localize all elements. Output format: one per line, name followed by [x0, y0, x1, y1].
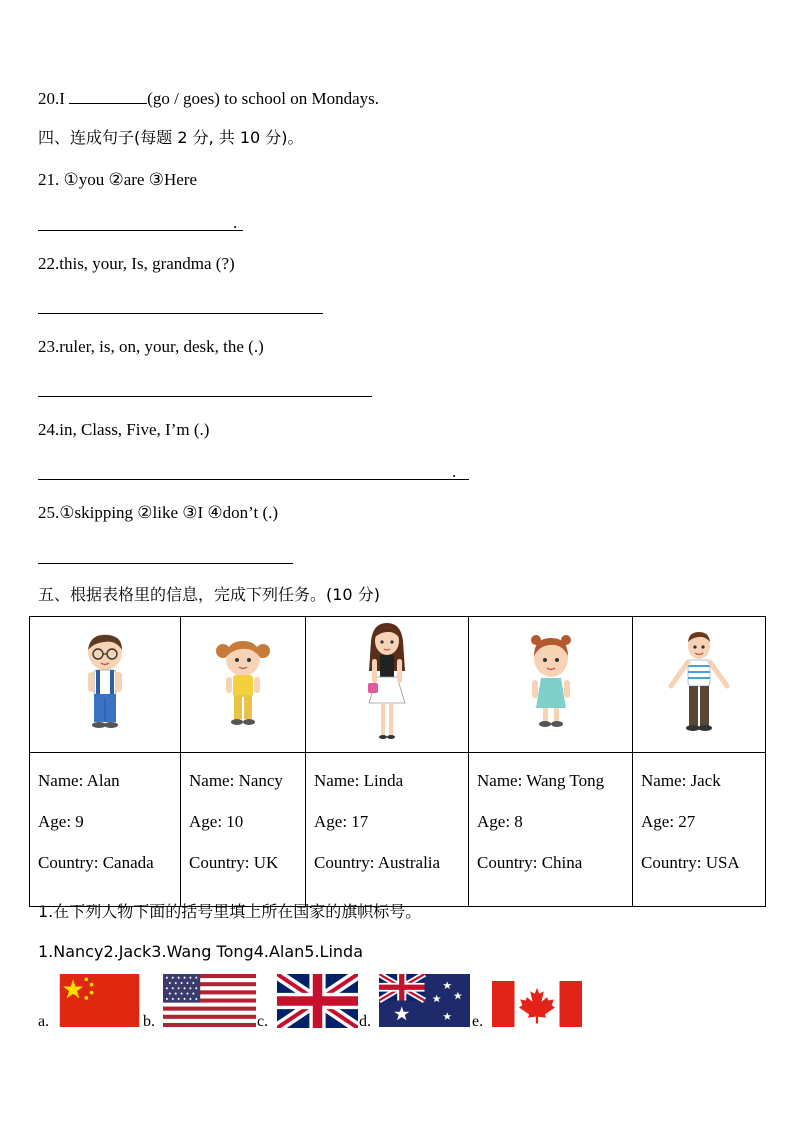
flag-label-d: d. — [359, 1013, 371, 1030]
question-24: 24.in, Class, Five, I’m (.) — [38, 420, 210, 439]
flag-label-b: b. — [143, 1013, 155, 1030]
section-5-title: 五、根据表格里的信息，完成下列任务。(10 分) — [38, 585, 380, 604]
answer-blank[interactable] — [69, 87, 147, 104]
question-21: 21. ①you ②are ③Here — [38, 170, 198, 189]
info-cell-jack — [633, 753, 766, 907]
person-age: Age: 8 — [477, 812, 523, 831]
figures-row — [30, 617, 766, 753]
australia-flag-icon — [379, 974, 470, 1027]
period-24: . — [452, 462, 457, 481]
boy-with-glasses-figure — [80, 632, 130, 732]
period-21: . — [233, 213, 238, 232]
figure-cell-linda — [306, 617, 469, 753]
person-country: Country: USA — [641, 853, 740, 872]
figure-cell-alan — [30, 617, 181, 753]
china-flag-icon — [58, 974, 141, 1027]
question-25: 25.①skipping ②like ③I ④don’t (.) — [38, 503, 279, 522]
person-age: Age: 17 — [314, 812, 369, 831]
question-20-text: (go / goes) to school on Mondays. — [147, 89, 380, 108]
person-country: Country: UK — [189, 853, 279, 872]
usa-flag-icon — [163, 974, 256, 1027]
figure-cell-nancy — [181, 617, 306, 753]
answer-line-25[interactable] — [38, 563, 293, 564]
task-1-names: 1.Nancy2.Jack3.Wang Tong4.Alan5.Linda — [38, 942, 364, 961]
answer-line-22[interactable] — [38, 313, 323, 314]
young-woman-figure — [365, 623, 409, 741]
figure-cell-jack — [633, 617, 766, 753]
person-name: Name: Alan — [38, 771, 120, 790]
flag-label-c: c. — [257, 1013, 269, 1030]
flag-label-e: e. — [472, 1013, 484, 1030]
person-age: Age: 27 — [641, 812, 696, 831]
flag-label-a: a. — [38, 1013, 50, 1030]
task-1-instruction: 1.在下列人物下面的括号里填上所在国家的旗帜标号。 — [38, 902, 422, 921]
person-name: Name: Nancy — [189, 771, 283, 790]
person-country: Country: Canada — [38, 853, 154, 872]
uk-flag-icon — [277, 974, 358, 1028]
person-country: Country: China — [477, 853, 583, 872]
man-in-striped-shirt-figure — [667, 630, 731, 734]
info-row — [30, 753, 766, 907]
answer-line-23[interactable] — [38, 396, 372, 397]
person-name: Name: Linda — [314, 771, 404, 790]
people-info-table — [29, 616, 766, 907]
info-cell-alan — [30, 753, 181, 907]
answer-line-24[interactable] — [38, 479, 469, 480]
person-country: Country: Australia — [314, 853, 441, 872]
info-cell-wang-tong — [469, 753, 633, 907]
section-4-title: 四、连成句子(每题 2 分, 共 10 分)。 — [38, 128, 304, 147]
answer-line-21[interactable] — [38, 230, 243, 231]
small-girl-figure — [526, 632, 576, 732]
question-20 — [38, 87, 379, 109]
question-23: 23.ruler, is, on, your, desk, the (.) — [38, 337, 264, 356]
girl-with-pigtails-figure — [215, 637, 271, 727]
canada-flag-icon — [492, 981, 582, 1027]
person-name: Name: Jack — [641, 771, 721, 790]
person-age: Age: 10 — [189, 812, 244, 831]
figure-cell-wang-tong — [469, 617, 633, 753]
question-20-number: 20.I — [38, 89, 70, 108]
person-name: Name: Wang Tong — [477, 771, 605, 790]
info-cell-linda — [306, 753, 469, 907]
info-cell-nancy — [181, 753, 306, 907]
person-age: Age: 9 — [38, 812, 84, 831]
question-22: 22.this, your, Is, grandma (?) — [38, 254, 235, 273]
